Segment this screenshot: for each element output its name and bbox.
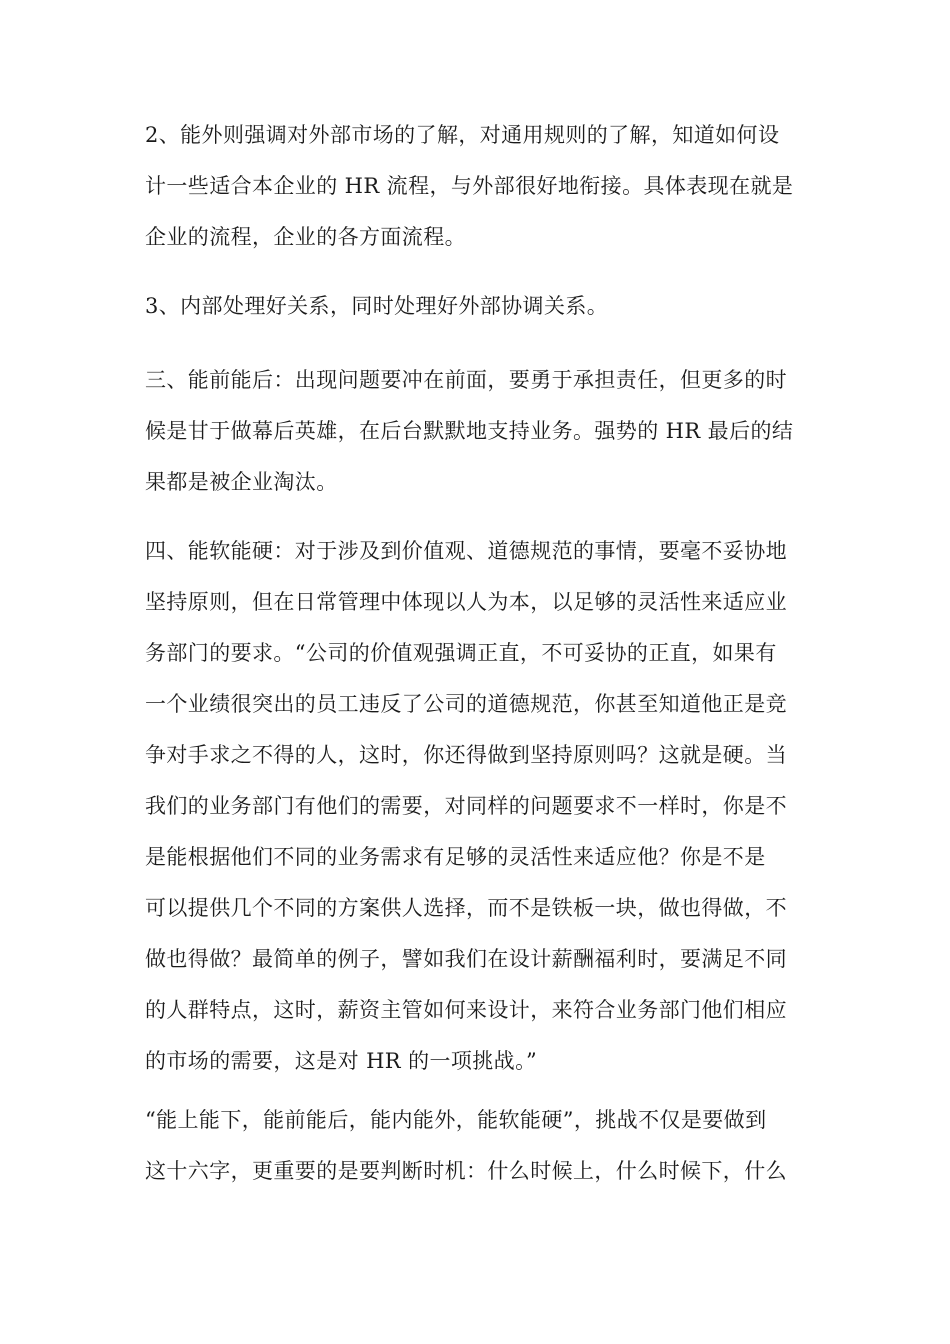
paragraph-sixteen-characters <box>145 1095 815 1197</box>
text-line: 的市场的需要，这是对 HR 的一项挑战。” <box>145 1049 538 1073</box>
text-line: 三、能前能后：出现问题要冲在前面，要勇于承担责任，但更多的时 <box>145 368 787 392</box>
paragraph-front-and-back <box>145 355 815 508</box>
text-line: 可以提供几个不同的方案供人选择，而不是铁板一块，做也得做，不 <box>145 896 787 920</box>
text-line: 坚持原则，但在日常管理中体现以人为本，以足够的灵活性来适应业 <box>145 590 787 614</box>
paragraph-soft-and-hard <box>145 526 815 1087</box>
text-line: 企业的流程，企业的各方面流程。 <box>145 225 466 249</box>
paragraph-external-rules <box>145 110 815 263</box>
paragraph-internal-relations <box>145 281 815 332</box>
text-line: 做也得做？最简单的例子，譬如我们在设计薪酬福利时，要满足不同 <box>145 947 787 971</box>
text-line: 争对手求之不得的人，这时，你还得做到坚持原则吗？这就是硬。当 <box>145 743 787 767</box>
text-line: 四、能软能硬：对于涉及到价值观、道德规范的事情，要毫不妥协地 <box>145 539 787 563</box>
text-line: 3、内部处理好关系，同时处理好外部协调关系。 <box>145 294 609 318</box>
text-line: 2、能外则强调对外部市场的了解，对通用规则的了解，知道如何设 <box>145 123 780 147</box>
text-line: 务部门的要求。“公司的价值观强调正直，不可妥协的正直，如果有 <box>145 641 777 665</box>
text-line: 候是甘于做幕后英雄，在后台默默地支持业务。强势的 HR 最后的结 <box>145 419 794 443</box>
text-line: 这十六字，更重要的是要判断时机：什么时候上，什么时候下，什么 <box>145 1159 787 1183</box>
text-line: 计一些适合本企业的 HR 流程，与外部很好地衔接。具体表现在就是 <box>145 174 794 198</box>
text-line: 我们的业务部门有他们的需要，对同样的问题要求不一样时，你是不 <box>145 794 787 818</box>
text-line: 一个业绩很突出的员工违反了公司的道德规范，你甚至知道他正是竞 <box>145 692 787 716</box>
text-line: 果都是被企业淘汰。 <box>145 470 338 494</box>
text-line: 是能根据他们不同的业务需求有足够的灵活性来适应他？你是不是 <box>145 845 766 869</box>
text-line: 的人群特点，这时，薪资主管如何来设计，来符合业务部门他们相应 <box>145 998 787 1022</box>
text-line: “能上能下，能前能后，能内能外，能软能硬”，挑战不仅是要做到 <box>145 1108 767 1132</box>
